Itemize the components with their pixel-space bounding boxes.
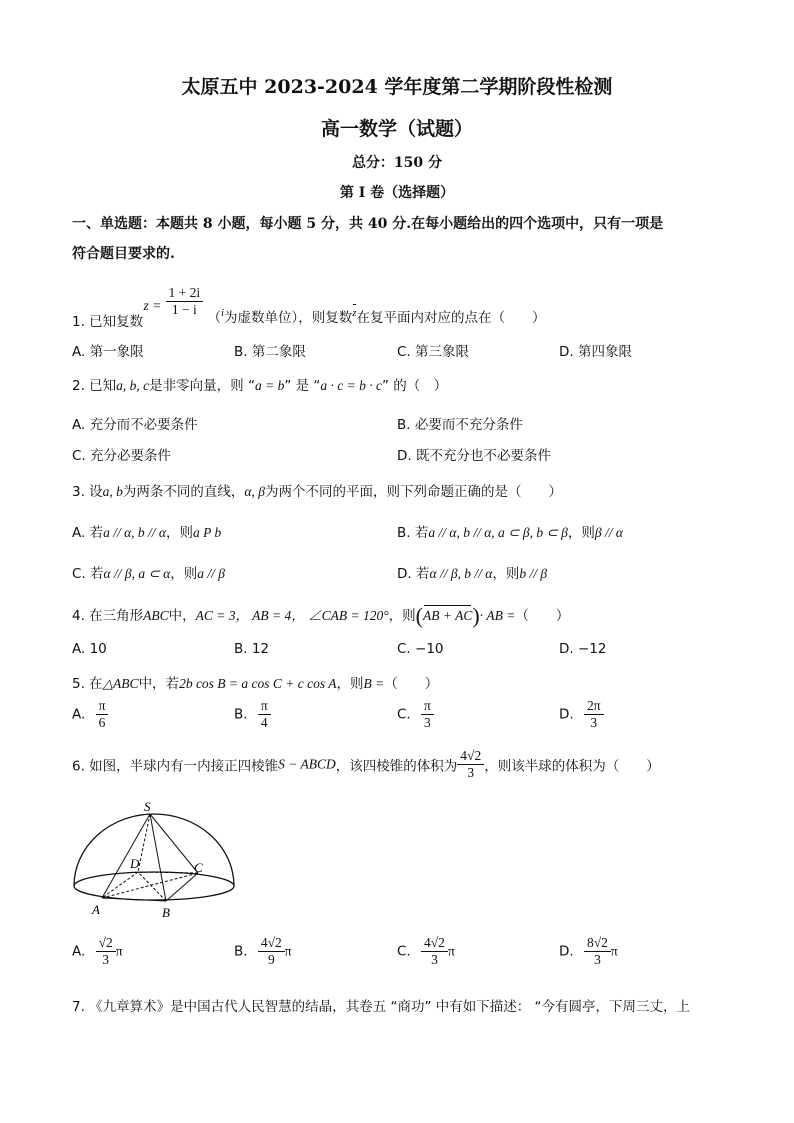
- q3-option-c[interactable]: [72, 562, 225, 582]
- q6-b-frac: [258, 935, 285, 968]
- q5-b-label: B.: [234, 706, 248, 723]
- q6-a-label: A.: [72, 943, 86, 960]
- q3-a-result: a P b: [193, 525, 222, 540]
- label-d: D: [130, 856, 140, 871]
- q5-b-den: 4: [260, 715, 268, 730]
- q3-option-d[interactable]: [397, 562, 547, 582]
- q6-stem: 6. 如图，半球内有一内接正四棱锥: [72, 758, 279, 775]
- q2-prefix: 2. 已知: [72, 378, 117, 394]
- q6-d-den: 3: [594, 952, 601, 967]
- q6-b-label: B.: [234, 943, 248, 960]
- q3-option-b[interactable]: [397, 521, 623, 541]
- q4-stem2: 中，: [168, 608, 196, 624]
- q3-a-math: a // α, b // α: [103, 525, 167, 540]
- q4-suffix: （ ）: [515, 608, 570, 624]
- section-heading-line2: 符合题目要求的.: [72, 246, 175, 262]
- q6-c-den: 3: [431, 952, 438, 967]
- q6-volume-den: 3: [467, 765, 475, 780]
- q1-numerator: 1 + 2i: [166, 285, 204, 302]
- q5-condition: 2b cos B = a cos C + c cos A: [179, 676, 337, 691]
- q2-option-a[interactable]: A. 充分而不必要条件: [72, 417, 198, 433]
- q6-stem2: ，该四棱锥的体积为: [335, 758, 458, 775]
- q6-b-den: 9: [267, 952, 275, 967]
- label-c: C: [194, 860, 203, 875]
- q3-c-pre: C. 若: [72, 566, 104, 582]
- q6-d-pi: π: [610, 943, 618, 959]
- q4-option-a[interactable]: A. 10: [72, 641, 107, 657]
- q3-b-post: ，则: [567, 525, 595, 541]
- q6-option-b[interactable]: [234, 935, 292, 968]
- q6-d-label: D.: [559, 943, 574, 960]
- q5-option-a[interactable]: [72, 698, 108, 731]
- q4-option-c[interactable]: C. −10: [397, 641, 444, 657]
- q3-planes: α, β: [244, 484, 265, 499]
- label-b: B: [162, 905, 170, 920]
- q6-pyramid: S − ABCD: [278, 756, 336, 772]
- q2-mid2: ” 是 “: [284, 378, 321, 394]
- q1-denominator: 1 − i: [171, 302, 197, 317]
- q3-d-result: b // β: [519, 566, 548, 581]
- q3-c-math: α // β, a ⊂ α: [103, 566, 171, 581]
- q5-d-num: 2π: [584, 698, 604, 715]
- q5-d-frac: [584, 698, 604, 731]
- q3-stem: 3. 设: [72, 484, 103, 500]
- q6-option-a[interactable]: [72, 935, 123, 968]
- q3-a-post: ，则: [166, 525, 194, 541]
- q3-b-result: β // α: [594, 525, 623, 540]
- q1-option-c[interactable]: C. 第三象限: [397, 344, 470, 360]
- q3-d-pre: D. 若: [397, 566, 430, 582]
- volume-heading: 第 I 卷（选择题）: [339, 185, 455, 201]
- q4-vector-sum: AB + AC: [422, 608, 473, 623]
- q2-condition-1: a = b: [254, 378, 285, 393]
- q5-c-num: π: [421, 698, 434, 715]
- edge-sb: [150, 814, 166, 901]
- q5-a-den: 6: [98, 715, 106, 730]
- q6-b-num: 4√2: [258, 935, 285, 952]
- q3-a-pre: A. 若: [72, 525, 104, 541]
- label-a: A: [92, 902, 100, 917]
- q6-a-num: √2: [96, 935, 116, 952]
- label-s: S: [144, 800, 151, 814]
- q1-prefix: 1. 已知复数: [72, 313, 144, 330]
- edge-sc: [150, 814, 198, 873]
- q4-option-d[interactable]: D. −12: [559, 641, 607, 657]
- q6-stem3: ，则该半球的体积为（ ）: [484, 758, 660, 775]
- q4-triangle: ABC: [143, 608, 169, 623]
- q5-c-label: C.: [397, 706, 411, 723]
- q6-c-num: 4√2: [421, 935, 448, 952]
- q3-d-post: ，则: [492, 566, 520, 582]
- exam-title: 太原五中 2023-2024 学年度第二学期阶段性检测: [181, 76, 613, 98]
- q6-a-frac: [96, 935, 116, 968]
- q5-option-b[interactable]: [234, 698, 271, 731]
- q1-z: z =: [143, 297, 162, 313]
- q1-i: i: [220, 306, 224, 319]
- q3-c-post: ，则: [170, 566, 198, 582]
- edge-da: [102, 872, 138, 898]
- q4-stem: 4. 在三角形: [72, 608, 144, 624]
- q2-option-b[interactable]: B. 必要而不充分条件: [397, 417, 523, 433]
- q1-paren: （: [207, 309, 221, 326]
- q2-option-d[interactable]: D. 既不充分也不必要条件: [397, 448, 551, 464]
- q3-option-a[interactable]: [72, 521, 221, 541]
- q5-stem2: 中，若: [138, 676, 180, 692]
- q5-d-label: D.: [559, 706, 574, 723]
- q5-option-d[interactable]: [559, 698, 604, 731]
- q2-condition-2: a · c = b · c: [320, 378, 383, 393]
- q6-option-d[interactable]: [559, 935, 618, 968]
- q5-d-den: 3: [590, 715, 598, 730]
- exam-subtitle: 高一数学（试题）: [320, 118, 473, 140]
- q6-c-pi: π: [447, 943, 455, 959]
- q6-volume-num: 4√2: [457, 748, 484, 765]
- q1-mid: 为虚数单位），则复数: [224, 309, 353, 326]
- q1-option-d[interactable]: D. 第四象限: [559, 344, 632, 360]
- q3-stem3: 为两个不同的平面，则下列命题正确的是（ ）: [264, 484, 562, 500]
- edge-sd: [138, 814, 150, 872]
- question-1: [72, 281, 546, 330]
- q3-b-math: a // α, b // α, a ⊂ β, b ⊂ β: [428, 525, 568, 540]
- q5-option-c[interactable]: [397, 698, 434, 731]
- question-2: [72, 374, 447, 394]
- q4-option-b[interactable]: B. 12: [234, 641, 270, 657]
- q4-conditions: AC = 3， AB = 4， ∠CAB = 120°: [195, 608, 389, 623]
- total-score: 总分：150 分: [351, 155, 443, 171]
- question-3: [72, 480, 562, 500]
- q5-c-den: 3: [424, 715, 431, 730]
- q1-zbar: z: [352, 306, 357, 319]
- q5-a-num: π: [96, 698, 109, 715]
- q6-volume-frac: [457, 748, 484, 781]
- q1-option-b[interactable]: B. 第二象限: [234, 344, 306, 360]
- q5-b-frac: [258, 698, 271, 731]
- question-5: [72, 672, 438, 692]
- q4-dot-ab: · AB =: [479, 608, 516, 623]
- base-circle: [74, 872, 234, 900]
- q2-vectors: a, b, c: [116, 378, 150, 393]
- q5-a-label: A.: [72, 706, 86, 723]
- section-heading-line1: 一、单选题：本题共 8 小题，每小题 5 分，共 40 分.在每小题给出的四个选项中，只有一项是: [72, 216, 664, 232]
- q5-stem3: ，则: [336, 676, 364, 692]
- q5-b-num: π: [258, 698, 271, 715]
- q2-mid: 是非零向量，则 “: [149, 378, 255, 394]
- hemisphere-arc: [74, 814, 234, 886]
- q3-c-result: a // β: [197, 566, 225, 581]
- q3-d-math: α // β, b // α: [429, 566, 493, 581]
- q6-d-num: 8√2: [584, 935, 611, 952]
- q2-option-c[interactable]: C. 充分必要条件: [72, 448, 172, 464]
- q3-b-pre: B. 若: [397, 525, 429, 541]
- q2-suffix: ” 的（ ）: [382, 378, 448, 394]
- q1-fraction: [166, 285, 204, 318]
- q6-option-c[interactable]: [397, 935, 455, 968]
- question-4: [72, 603, 569, 629]
- q5-result: B =: [363, 676, 385, 691]
- q3-stem2: 为两条不同的直线，: [122, 484, 245, 500]
- q5-c-frac: [421, 698, 434, 731]
- q6-a-pi: π: [115, 943, 123, 959]
- q1-option-a[interactable]: A. 第一象限: [72, 344, 144, 360]
- q5-a-frac: [96, 698, 109, 731]
- q6-a-den: 3: [102, 952, 110, 967]
- q6-b-pi: π: [284, 943, 292, 959]
- q6-d-frac: [584, 935, 611, 968]
- q5-suffix: （ ）: [384, 676, 439, 692]
- q6-c-label: C.: [397, 943, 411, 960]
- question-7: 7. 《九章算术》是中国古代人民智慧的结晶，其卷五 “商功” 中有如下描述： “今有圆亭，下周三丈，上: [72, 999, 691, 1015]
- q6-hemisphere-figure: [66, 800, 242, 924]
- q4-stem3: ，则: [388, 608, 416, 624]
- q4-right-paren: ): [472, 603, 480, 628]
- q3-lines: a, b: [102, 484, 123, 499]
- question-6: [72, 748, 660, 781]
- q4-left-paren: (: [415, 603, 423, 628]
- q5-stem: 5. 在: [72, 676, 103, 692]
- q1-suffix: 在复平面内对应的点在（ ）: [356, 309, 546, 326]
- q5-triangle: △ABC: [102, 676, 139, 691]
- q6-c-frac: [421, 935, 448, 968]
